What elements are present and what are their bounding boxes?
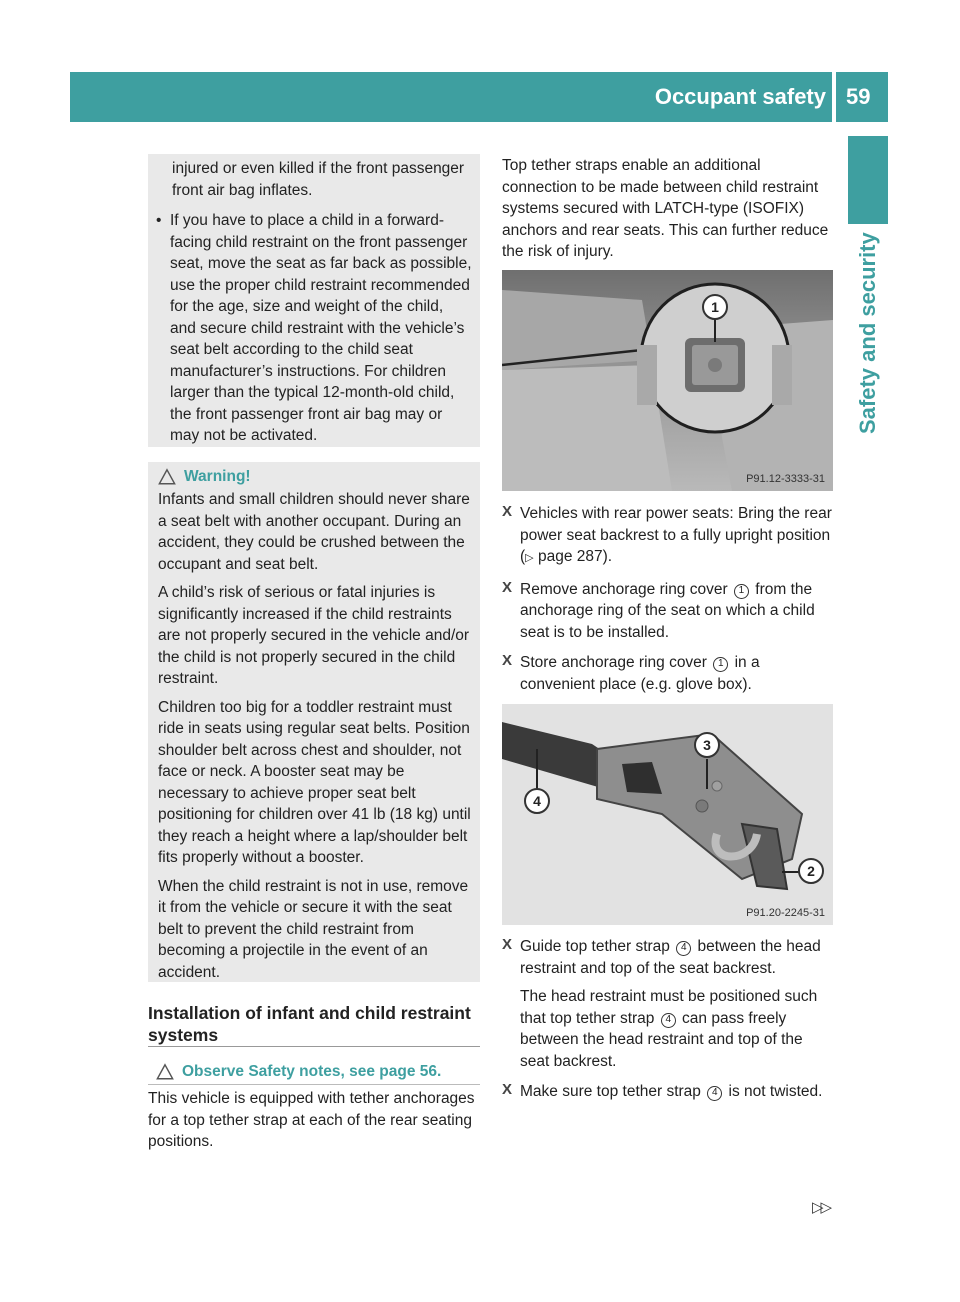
callout-2: 2 xyxy=(798,858,824,884)
side-tab-block xyxy=(848,136,888,224)
header-divider xyxy=(832,72,836,122)
anchorage-photo xyxy=(502,270,833,491)
step-text-part: ). xyxy=(602,548,613,565)
step-mark: X xyxy=(502,1081,513,1098)
steps-list-b xyxy=(502,936,833,1103)
callout-ref-4: 4 xyxy=(707,1086,722,1101)
warning-triangle-icon xyxy=(158,468,176,486)
step-text-part: Guide top tether strap xyxy=(520,938,675,955)
step-text xyxy=(520,579,833,644)
step-text xyxy=(520,938,821,977)
step-text-part: in a convenient place (e.g. glove box). xyxy=(520,654,760,693)
warning-paragraph: A child’s risk of serious or fatal injuries is significantly increased if the child restraints are not properly secured in the vehicle and/or the child is not properly secured in the child restraint. xyxy=(158,584,470,687)
figure-code: P91.12-3333-31 xyxy=(746,473,825,485)
bullet-mark: • xyxy=(156,212,162,229)
step-item xyxy=(502,936,833,1072)
heading-rule xyxy=(148,1046,480,1047)
step-mark: X xyxy=(502,578,513,596)
warning-paragraph: When the child restraint is not in use, remove it from the vehicle or secure it with the seat belt to prevent the child restraint from becoming a projectile in the event of an accident. xyxy=(158,877,469,981)
step-item xyxy=(502,579,833,644)
step-item xyxy=(502,1081,833,1103)
step-text-part: can pass freely between the head restraint and top of the seat backrest. xyxy=(520,1009,803,1070)
tether-drawing xyxy=(502,704,833,925)
step-text-part: between the head restraint and top of the seat backrest. xyxy=(520,938,821,977)
step-text-part: Vehicles with rear power seats: Bring the rear power seat backrest to a fully upright position ( xyxy=(520,505,832,565)
callout-3: 3 xyxy=(694,732,720,758)
step-text-part: Remove anchorage ring cover xyxy=(520,580,732,598)
warning-header xyxy=(158,468,472,486)
warning-box xyxy=(148,462,480,982)
step-item xyxy=(502,652,833,695)
page-section-title: Occupant safety xyxy=(654,84,826,109)
note-box-continued xyxy=(148,154,480,447)
step-item xyxy=(502,503,833,570)
right-intro: Top tether straps enable an additional connection to be made between child restraint systems secured with LATCH-type (ISOFIX) anchors and rear seats. This can further reduce the risk of injury. xyxy=(502,157,829,260)
step-text-part: is not twisted. xyxy=(724,1083,823,1100)
callout-ref-1: 1 xyxy=(713,657,728,672)
callout-ref-4: 4 xyxy=(676,941,691,956)
note-rule xyxy=(148,1084,480,1085)
side-chapter-label xyxy=(848,232,888,532)
step-text-part: from the anchorage ring of the seat on which a child seat is to be installed. xyxy=(520,580,815,641)
step-text-part: The head restraint must be positioned such that top tether strap xyxy=(520,988,818,1027)
continue-arrows: ▷▷ xyxy=(812,1199,830,1216)
step-text xyxy=(520,1081,822,1103)
page-ref-link[interactable]: page 287 xyxy=(537,548,603,565)
body-paragraph: This vehicle is equipped with tether anchorages for a top tether strap at each of the rear seating positions. xyxy=(148,1090,475,1150)
step-text-part: Make sure top tether strap xyxy=(520,1083,706,1100)
side-chapter-text: Safety and security xyxy=(855,232,880,434)
warning-paragraph: Children too big for a toddler restraint must ride in seats using regular seat belts. Position shoulder belt across chest and shoulder, not face or neck. A booster seat may be necessary to achieve proper seat belt positioning for children over 41 lb (18 kg) until they reach a height where a lap/shoulder belt fits properly without a booster. xyxy=(158,698,471,866)
page-ref-arrow: ▷ xyxy=(525,552,534,564)
callout-ref-4: 4 xyxy=(661,1013,676,1028)
callout-ref-1: 1 xyxy=(734,584,749,599)
step-mark: X xyxy=(502,936,513,953)
observe-note-text: Observe Safety notes, see page 56. xyxy=(182,1063,442,1080)
figure-code: P91.20-2245-31 xyxy=(746,907,825,919)
bullet-text: If you have to place a child in a forward-facing child restraint on the front passenger seat, move the seat as far back as possible, use the proper child restraint recommended for the age, size and weight of the child, and secure child restraint with the vehicle’s seat belt according to the child seat manufacturer’s instructions. For children larger than the typical 12-month-old child, the front passenger front air bag may or may not be activated. xyxy=(170,212,472,444)
warning-title: Warning! xyxy=(184,468,251,485)
steps-list-a xyxy=(502,503,833,695)
step-note xyxy=(520,986,833,1072)
step-mark: X xyxy=(502,503,513,520)
callout-1: 1 xyxy=(702,294,728,320)
anchorage-illustration xyxy=(502,270,833,491)
step-text xyxy=(520,503,833,570)
tether-strap-illustration xyxy=(502,704,833,925)
step-body xyxy=(520,936,833,1072)
observe-note xyxy=(156,1063,476,1081)
step-text-part: Store anchorage ring cover xyxy=(520,654,712,671)
callout-4: 4 xyxy=(524,788,550,814)
warning-paragraph: Infants and small children should never share a seat belt with another occupant. During an accident, they could be crushed between the occupant and seat belt. xyxy=(158,491,470,573)
step-text xyxy=(520,652,833,695)
page-number: 59 xyxy=(846,84,871,109)
warning-triangle-icon xyxy=(156,1063,174,1081)
step-mark: X xyxy=(502,652,513,669)
intro-continuation: injured or even killed if the front passenger front air bag inflates. xyxy=(172,160,465,199)
bullet-item xyxy=(156,210,472,447)
section-heading: Installation of infant and child restraint systems xyxy=(148,1003,471,1045)
